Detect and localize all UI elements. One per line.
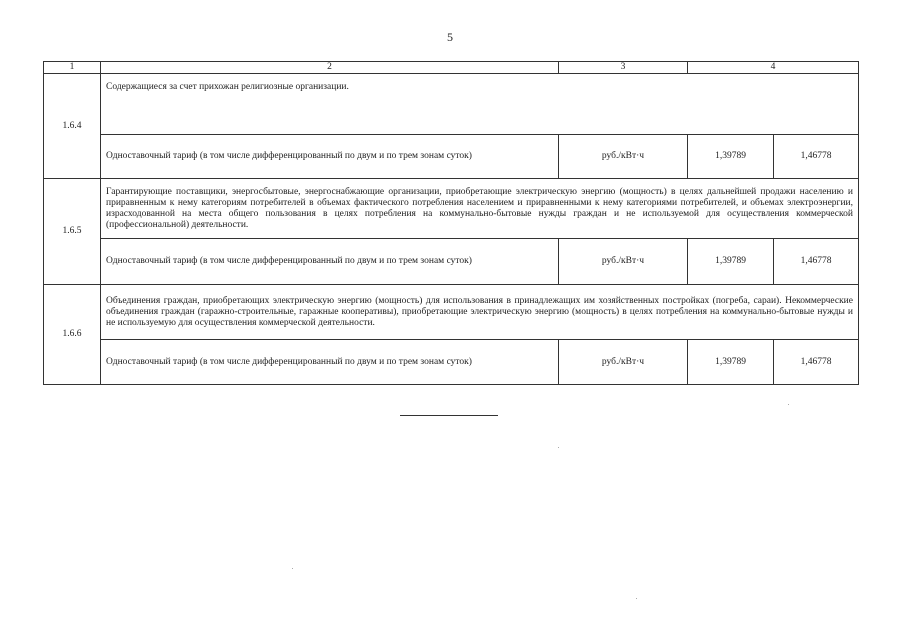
rate-value-2: 1,46778 <box>774 239 859 285</box>
table-row <box>44 135 859 179</box>
scan-speck <box>292 568 293 569</box>
table-header-row <box>44 62 859 74</box>
rate-value-2: 1,46778 <box>774 340 859 385</box>
tariff-table <box>43 61 859 385</box>
header-col-4: 4 <box>688 62 859 74</box>
row-description: Содержащиеся за счет прихожан религиозные организации. <box>101 74 859 135</box>
table-row <box>44 239 859 285</box>
rate-label: Одноставочный тариф (в том числе дифференцированный по двум и по трем зонам суток) <box>101 340 559 385</box>
rate-value-2: 1,46778 <box>774 135 859 179</box>
rate-value-1: 1,39789 <box>688 340 774 385</box>
row-description: Объединения граждан, приобретающих электрическую энергию (мощность) для использования в принадлежащих им хозяйственных постройках (погреба, сараи). Некоммерческие объединения граждан (гаражно-строительные, гаражные кооперативы), приобретающие электрическую энергию (мощность) в целях потребления на коммунально-бытовые нужды и не используемую для осуществления коммерческой деятельности. <box>101 285 859 340</box>
table-row <box>44 340 859 385</box>
rate-unit: руб./кВт·ч <box>559 135 688 179</box>
table-row <box>44 179 859 239</box>
rate-value-1: 1,39789 <box>688 239 774 285</box>
table-row <box>44 74 859 135</box>
row-description: Гарантирующие поставщики, энергосбытовые, энергоснабжающие организации, приобретающие электрическую энергию (мощность) в целях дальнейшей продажи населению и приравненным к нему категориям потребителей в объемах фактического потребления населением и приравненными к нему категориями потребителей, и объемах электроэнергии, израсходованной на места общего пользования в целях потребления на коммунально-бытовые нужды граждан и не используемой для осуществления коммерческой (профессиональной) деятельности. <box>101 179 859 239</box>
scan-speck <box>558 447 559 448</box>
header-col-2: 2 <box>101 62 559 74</box>
scan-speck <box>788 404 789 405</box>
closing-divider <box>400 415 498 416</box>
rate-unit: руб./кВт·ч <box>559 340 688 385</box>
table-row <box>44 285 859 340</box>
scan-speck <box>636 598 637 599</box>
rate-label: Одноставочный тариф (в том числе дифференцированный по двум и по трем зонам суток) <box>101 239 559 285</box>
row-code: 1.6.6 <box>44 285 101 385</box>
rate-value-1: 1,39789 <box>688 135 774 179</box>
page-number: 5 <box>447 30 453 44</box>
header-col-3: 3 <box>559 62 688 74</box>
header-col-1: 1 <box>44 62 101 74</box>
rate-label: Одноставочный тариф (в том числе дифференцированный по двум и по трем зонам суток) <box>101 135 559 179</box>
rate-unit: руб./кВт·ч <box>559 239 688 285</box>
row-code: 1.6.4 <box>44 74 101 179</box>
row-code: 1.6.5 <box>44 179 101 285</box>
